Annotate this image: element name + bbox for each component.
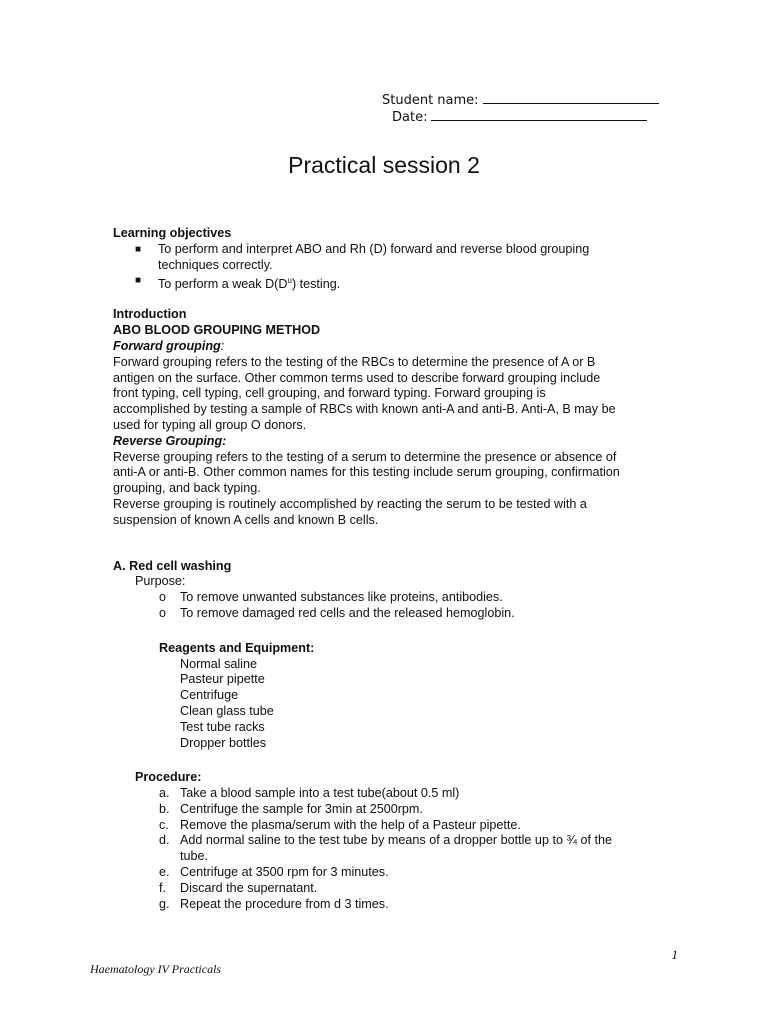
forward-grouping-heading: Forward grouping: xyxy=(113,338,225,353)
reagent-item: Clean glass tube xyxy=(180,703,274,718)
reverse-grouping-heading: Reverse Grouping: xyxy=(113,433,227,448)
purpose-item: o To remove damaged red cells and the released hemoglobin. xyxy=(159,605,515,620)
purpose-label: Purpose: xyxy=(135,574,186,589)
objective-item: ■ To perform a weak $D(D^u)$ testing. xyxy=(135,275,341,292)
reverse-paragraph-line: grouping, and back typing. xyxy=(113,481,261,496)
procedure-step: a. Take a blood sample into a test tube(about 0.5 ml) xyxy=(159,786,460,801)
square-bullet-icon: ■ xyxy=(135,275,142,287)
date-row xyxy=(382,109,659,126)
page-number: 1 xyxy=(671,947,678,962)
student-name-blank[interactable] xyxy=(483,92,659,104)
superscript-u: u xyxy=(287,276,292,286)
purpose-item: o To remove unwanted substances like proteins, antibodies. xyxy=(159,590,503,605)
circle-bullet-icon: o xyxy=(159,605,167,620)
procedure-step: b. Centrifuge the sample for 3min at 2500rpm. xyxy=(159,801,423,816)
objective-item: ■ To perform and interpret ABO and Rh (D) forward and reverse blood grouping xyxy=(135,241,590,256)
forward-paragraph-line: used for typing all group O donors. xyxy=(113,417,307,432)
reagent-item: Test tube racks xyxy=(180,719,265,734)
reagent-item: Pasteur pipette xyxy=(180,672,265,687)
forward-paragraph-line: antigen on the surface. Other common terms used to describe forward grouping include xyxy=(113,370,601,385)
reagent-item: Normal saline xyxy=(180,656,257,671)
procedure-step: e. Centrifuge at 3500 rpm for 3 minutes. xyxy=(159,865,389,880)
student-name-label: Student name: xyxy=(382,93,479,108)
reverse-paragraph-line: suspension of known A cells and known B cells. xyxy=(113,512,379,527)
date-label: Date: xyxy=(392,110,428,125)
procedure-heading: Procedure: xyxy=(135,770,202,785)
student-name-row xyxy=(382,92,659,109)
document-body xyxy=(113,226,673,912)
date-blank[interactable] xyxy=(431,109,647,121)
reverse-paragraph-line: Reverse grouping refers to the testing of a serum to determine the presence or absence of xyxy=(113,449,617,464)
forward-paragraph-line: accomplished by testing a sample of RBCs with known anti-A and anti-B. Anti-A, B may be xyxy=(113,402,616,417)
procedure-step: g. Repeat the procedure from d 3 times. xyxy=(159,896,389,911)
reagent-item: Dropper bottles xyxy=(180,735,267,750)
reagent-item: Centrifuge xyxy=(180,688,239,703)
forward-paragraph-line: front typing, cell typing, cell grouping, and forward typing. Forward grouping is xyxy=(113,386,546,401)
introduction-heading: Introduction xyxy=(113,307,187,322)
procedure-step: f. Discard the supernatant. xyxy=(159,880,318,895)
student-info-block xyxy=(382,92,659,126)
objective-item-continuation: techniques correctly. xyxy=(158,257,273,272)
forward-paragraph-line: Forward grouping refers to the testing of the RBCs to determine the presence of A or B xyxy=(113,354,596,369)
page-footer: Haematology IV Practicals xyxy=(90,962,222,976)
procedure-step-continuation: tube. xyxy=(180,849,209,864)
section-a-heading: A. Red cell washing xyxy=(113,558,232,573)
procedure-step: d. Add normal saline to the test tube by means of a dropper bottle up to ¾ of the xyxy=(159,833,612,848)
page-title: Practical session 2 xyxy=(288,152,480,178)
reverse-paragraph-line: anti-A or anti-B. Other common names for this testing include serum grouping, confirmation xyxy=(113,465,620,480)
objectives-heading: Learning objectives xyxy=(113,226,232,240)
abo-method-heading: ABO BLOOD GROUPING METHOD xyxy=(113,323,321,338)
circle-bullet-icon: o xyxy=(159,590,167,605)
procedure-step: c. Remove the plasma/serum with the help of a Pasteur pipette. xyxy=(159,817,521,832)
square-bullet-icon: ■ xyxy=(135,243,142,255)
reverse-paragraph-line: Reverse grouping is routinely accomplished by reacting the serum to be tested with a xyxy=(113,496,587,511)
reagents-heading: Reagents and Equipment: xyxy=(159,640,315,655)
